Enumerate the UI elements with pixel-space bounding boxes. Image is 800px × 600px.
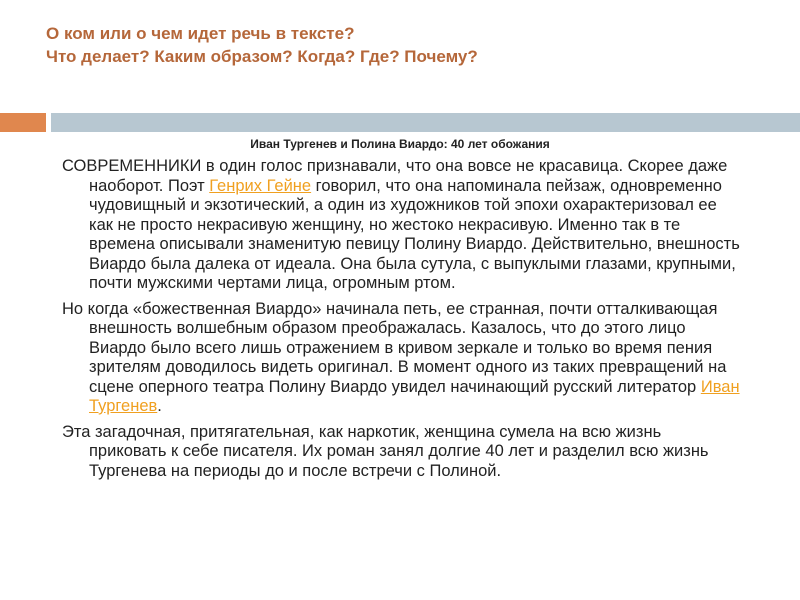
article-body — [62, 157, 742, 487]
paragraph-2-text-end: . — [157, 397, 162, 415]
paragraph-3-text: Эта загадочная, притягательная, как наркотик, женщина сумела на всю жизнь приковать к себе писателя. Их роман занял долгие 40 лет и разделил всю жизнь Тургенева на периоды до и после встречи с Полиной. — [62, 422, 709, 480]
accent-bar-blue — [51, 113, 800, 132]
slide-heading — [46, 22, 766, 68]
heading-line-1: О ком или о чем идет речь в тексте? — [46, 24, 355, 43]
heading-line-2: Что делает? Каким образом? Когда? Где? Почему? — [46, 47, 478, 66]
link-heinrich-heine[interactable]: Генрих Гейне — [209, 176, 312, 195]
article-title: Иван Тургенев и Полина Виардо: 40 лет обожания — [250, 137, 550, 151]
paragraph-3 — [62, 423, 742, 482]
paragraph-2-text-start: Но когда «божественная Виардо» начинала петь, ее странная, почти отталкивающая внешность волшебным образом преображалась. Казалось, что до этого лицо Виардо было всего лишь отражением в кривом зеркале и только во время пения зрителям доводилось видеть оригинал. В момент одного из таких превращений на сцене оперного театра Полину Виардо увидел начинающий русский литератор — [62, 299, 727, 396]
paragraph-1-text-start: СОВРЕМЕННИКИ в один голос признавали, что она вовсе не красавица. Скорее даже наоборот. Поэт — [62, 157, 728, 195]
paragraph-2 — [62, 300, 742, 417]
paragraph-1 — [62, 157, 742, 294]
paragraph-1-text-end: говорил, что она напоминала пейзаж, одновременно чудовищный и экзотический, а один из художников той эпохи охарактеризовал ее как не просто некрасивую женщину, но жестоко некрасивую. Именно так в те времена описывали знаменитую певицу Полину Виардо. Действительно, внешность Виардо была далека от идеала. Она была сутула, с выпуклыми глазами, крупными, почти мужскими чертами лица, огромным ртом. — [89, 176, 740, 292]
link-ivan-turgenev[interactable]: Иван Тургенев — [89, 377, 740, 415]
accent-bar-orange — [0, 113, 46, 132]
